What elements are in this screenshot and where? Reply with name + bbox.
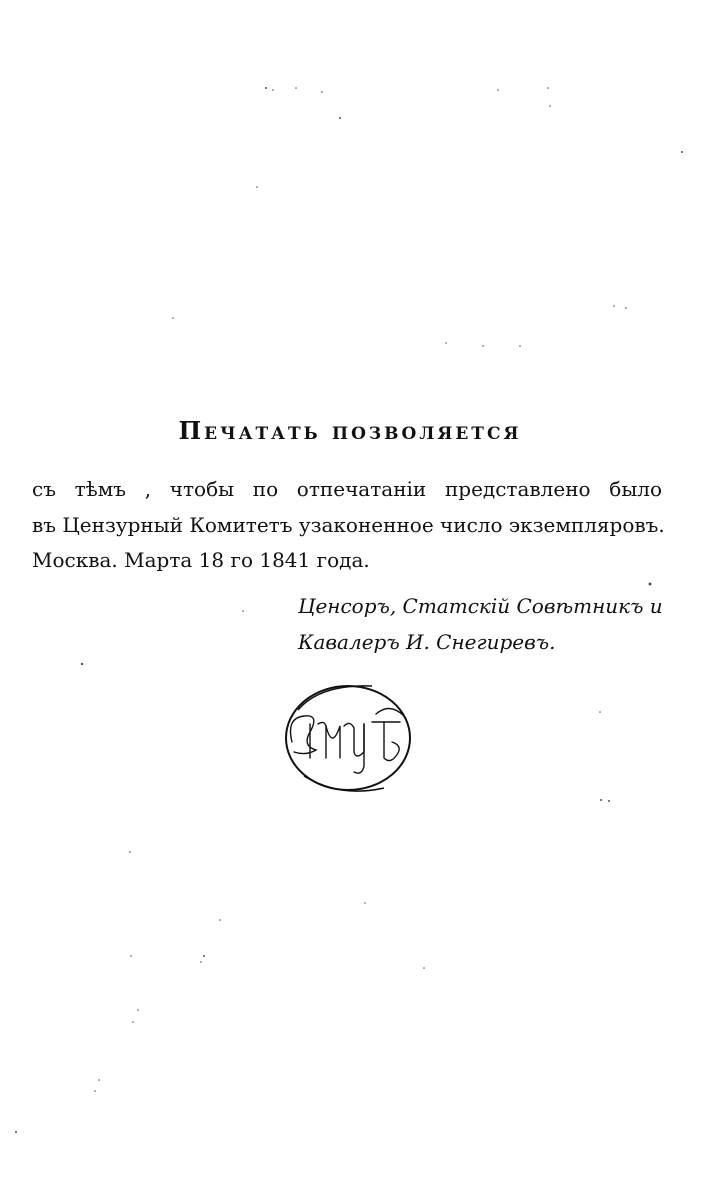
body-line-2: въ Цензурный Комитетъ узаконенное число экземпляровъ. <box>32 513 665 537</box>
permission-heading: Печатать позволяется <box>178 416 522 445</box>
body-line-1: съ тѣмъ , чтобы по отпечатаніи представлено было <box>32 477 662 501</box>
censor-signature-line-1: Ценсоръ, Статскій Совѣтникъ и <box>298 594 663 618</box>
censor-signature-line-2: Кавалеръ И. Снегиревъ. <box>298 630 556 654</box>
body-line-3: Москва. Марта 18 го 1841 года. <box>32 548 370 572</box>
library-monogram-stamp <box>280 680 416 798</box>
